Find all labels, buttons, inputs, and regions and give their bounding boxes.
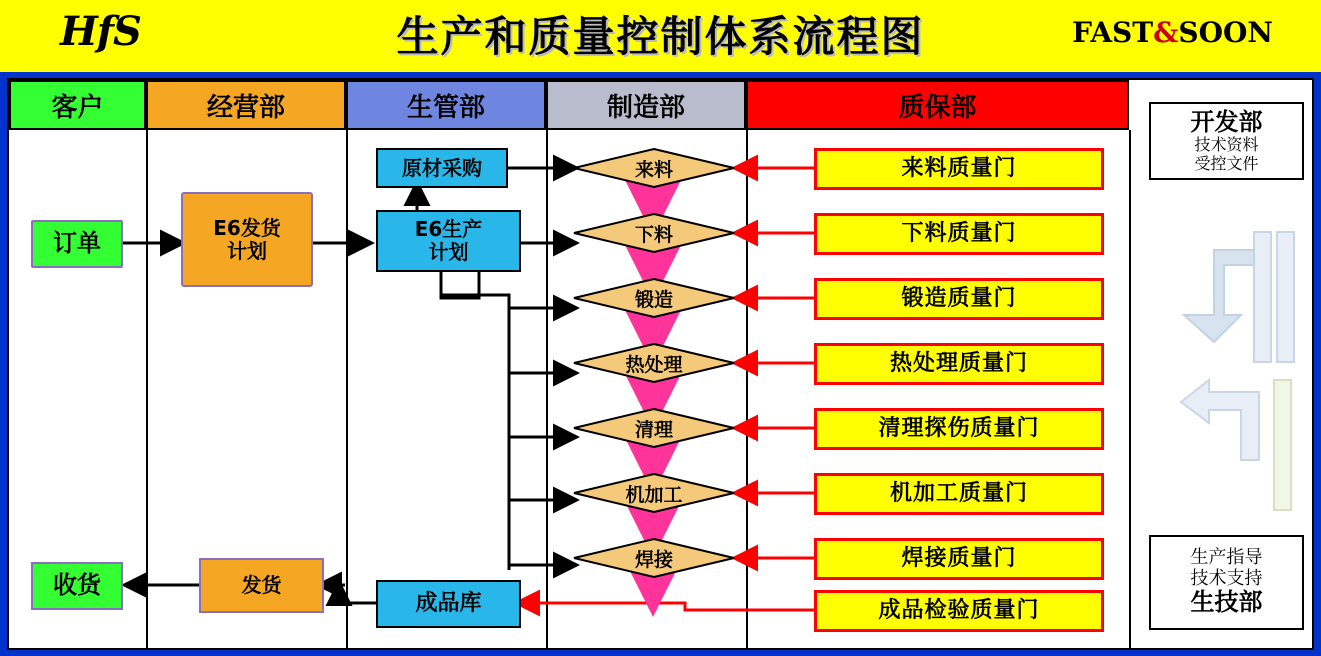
column-divider-2 bbox=[346, 130, 348, 650]
node-e6-production-plan[interactable] bbox=[376, 210, 521, 272]
process-step-1-label: 来料 bbox=[634, 158, 673, 181]
tech-department-line2: 技术支持 bbox=[1190, 567, 1263, 589]
quality-gate-1[interactable]: 来料质量门 bbox=[814, 148, 1104, 190]
quality-gate-5[interactable]: 清理探伤质量门 bbox=[814, 408, 1104, 450]
process-step-2-label: 下料 bbox=[634, 223, 673, 246]
process-step-7-label: 焊接 bbox=[634, 548, 673, 571]
dev-department-line2: 受控文件 bbox=[1194, 153, 1259, 173]
logo-soon-text: SOON bbox=[1178, 16, 1273, 49]
node-finished-goods-store[interactable]: 成品库 bbox=[376, 580, 521, 628]
process-step-2[interactable] bbox=[573, 213, 735, 253]
quality-gate-2[interactable]: 下料质量门 bbox=[814, 213, 1104, 255]
column-divider-4 bbox=[746, 130, 748, 650]
process-step-5-label: 清理 bbox=[634, 418, 673, 441]
column-header-quality: 质保部 bbox=[746, 80, 1129, 130]
process-step-3-label: 锻造 bbox=[634, 288, 673, 311]
logo-fastsoon bbox=[1072, 16, 1273, 49]
node-e6-shipping-plan[interactable] bbox=[181, 192, 313, 287]
node-shipment[interactable]: 发货 bbox=[199, 558, 324, 613]
dev-department-line1: 技术资料 bbox=[1194, 135, 1259, 155]
tech-department-title: 生技部 bbox=[1190, 588, 1263, 617]
process-step-6-label: 机加工 bbox=[625, 483, 683, 506]
process-step-7[interactable] bbox=[573, 538, 735, 578]
quality-gate-8[interactable]: 成品检验质量门 bbox=[814, 590, 1104, 632]
node-e6-shipping-plan-line1: E6发货 bbox=[213, 215, 281, 240]
quality-gate-6[interactable]: 机加工质量门 bbox=[814, 473, 1104, 515]
logo-amp: & bbox=[1153, 16, 1179, 49]
column-header-manufacturing: 制造部 bbox=[546, 80, 746, 130]
process-step-1[interactable] bbox=[573, 148, 735, 188]
node-e6-production-plan-line1: E6生产 bbox=[414, 217, 483, 241]
process-step-6[interactable] bbox=[573, 473, 735, 513]
process-step-4[interactable] bbox=[573, 343, 735, 383]
page-header bbox=[0, 0, 1321, 72]
quality-gate-7[interactable]: 焊接质量门 bbox=[814, 538, 1104, 580]
logo-hfs: HfS bbox=[60, 8, 141, 55]
column-header-business: 经营部 bbox=[146, 80, 346, 130]
column-divider-5 bbox=[1129, 130, 1131, 650]
node-order[interactable]: 订单 bbox=[31, 220, 123, 268]
node-e6-shipping-plan-line2: 计划 bbox=[227, 238, 267, 263]
quality-gate-4[interactable]: 热处理质量门 bbox=[814, 343, 1104, 385]
column-header-production-mgmt: 生管部 bbox=[346, 80, 546, 130]
dev-department-box[interactable] bbox=[1149, 102, 1304, 180]
column-divider-1 bbox=[146, 130, 148, 650]
page-title: 生产和质量控制体系流程图 bbox=[396, 12, 925, 61]
node-e6-production-plan-line2: 计划 bbox=[428, 240, 469, 264]
node-material-purchase[interactable]: 原材采购 bbox=[376, 148, 508, 188]
node-receive-goods[interactable]: 收货 bbox=[31, 562, 123, 610]
column-header-customer: 客户 bbox=[9, 80, 146, 130]
process-step-5[interactable] bbox=[573, 408, 735, 448]
process-step-3[interactable] bbox=[573, 278, 735, 318]
tech-department-line1: 生产指导 bbox=[1190, 547, 1263, 569]
tech-department-box[interactable] bbox=[1149, 535, 1304, 630]
dev-department-title: 开发部 bbox=[1190, 107, 1263, 136]
logo-fast-text: FAST bbox=[1072, 16, 1154, 49]
flowchart-board bbox=[7, 78, 1314, 650]
column-divider-3 bbox=[546, 130, 548, 650]
process-step-4-label: 热处理 bbox=[625, 353, 683, 376]
quality-gate-3[interactable]: 锻造质量门 bbox=[814, 278, 1104, 320]
